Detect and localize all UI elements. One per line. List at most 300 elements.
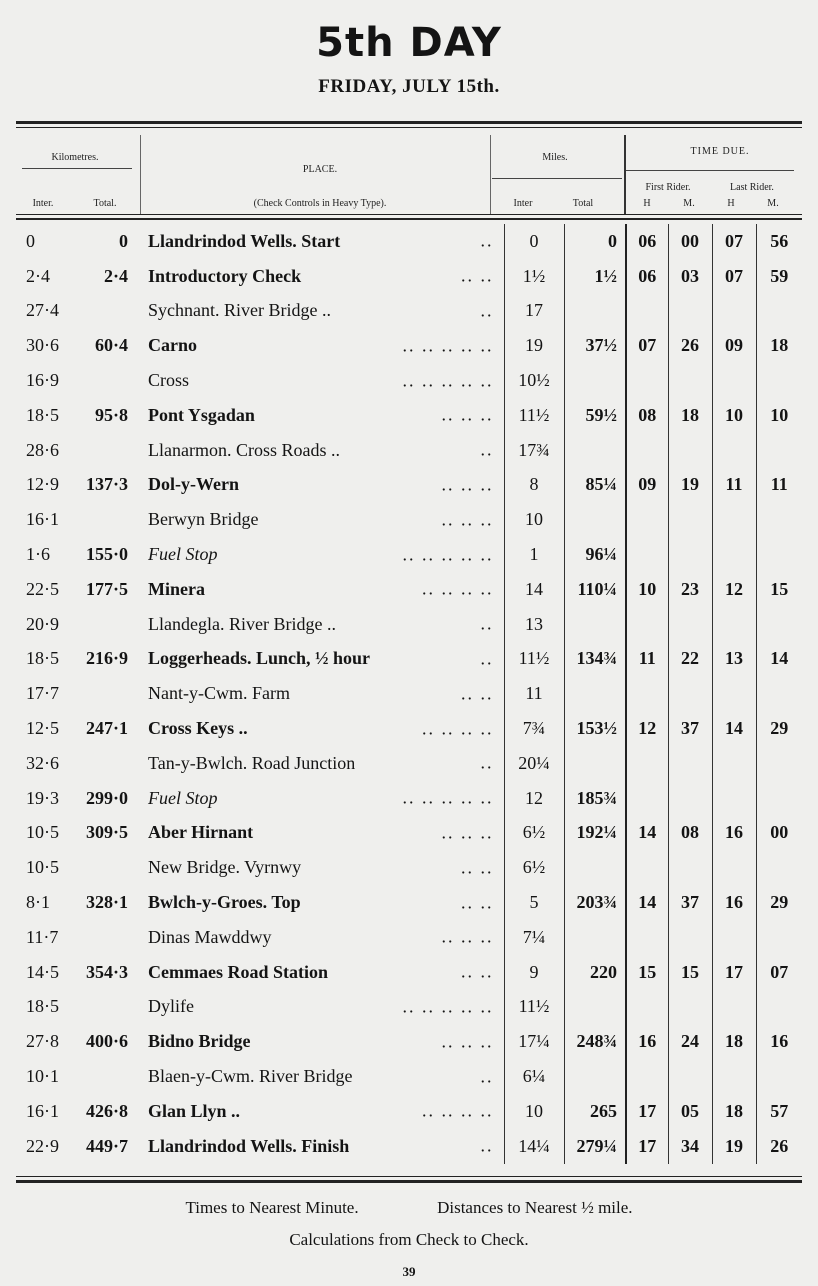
first-rider-hour-cell <box>626 746 668 781</box>
km-total-cell: 328·1 <box>85 892 128 913</box>
last-rider-hour-cell <box>712 920 756 955</box>
table-row <box>16 642 802 677</box>
first-rider-minute-cell <box>668 781 712 816</box>
first-rider-hour-cell <box>626 363 668 398</box>
miles-total-cell <box>564 850 626 885</box>
km-inter-cell: 20·9 <box>26 613 59 634</box>
last-rider-hour-cell <box>712 537 756 572</box>
first-rider-hour-cell <box>626 433 668 468</box>
footer-line-2: Calculations from Check to Check. <box>289 1230 529 1249</box>
table-row <box>16 433 802 468</box>
place-name: Bidno Bridge <box>148 1031 251 1052</box>
first-rider-minute-cell <box>668 990 712 1025</box>
leader-dots: .. .. .. <box>441 474 494 495</box>
miles-total-cell: 96¼ <box>564 537 626 572</box>
miles-total-cell: 85¼ <box>564 468 626 503</box>
place-cell <box>140 433 504 468</box>
first-rider-minute-cell: 18 <box>668 398 712 433</box>
miles-inter-cell: 10 <box>504 1094 564 1129</box>
header-miles-underline <box>492 178 622 179</box>
leader-dots: .. .. .. <box>441 509 494 530</box>
header-time-underline <box>626 170 794 171</box>
first-rider-minute-cell <box>668 746 712 781</box>
place-name: Dinas Mawddwy <box>148 926 272 947</box>
place-cell <box>140 502 504 537</box>
first-rider-hour-cell <box>626 502 668 537</box>
miles-total-cell: 37½ <box>564 328 626 363</box>
place-cell <box>140 920 504 955</box>
first-rider-hour-cell <box>626 781 668 816</box>
header-rule-thin <box>16 214 802 215</box>
last-rider-minute-cell: 14 <box>756 642 802 677</box>
leader-dots: .. .. .. <box>441 404 494 425</box>
first-rider-minute-cell: 03 <box>668 259 712 294</box>
leader-dots: .. <box>480 300 494 321</box>
last-rider-hour-cell: 11 <box>712 468 756 503</box>
place-name: Dol-y-Wern <box>148 474 239 495</box>
km-inter-cell: 12·9 <box>26 474 59 495</box>
place-name: New Bridge. Vyrnwy <box>148 857 302 878</box>
miles-inter-cell: 11 <box>504 676 564 711</box>
last-rider-minute-cell: 59 <box>756 259 802 294</box>
table-row <box>16 1094 802 1129</box>
km-inter-cell: 22·9 <box>26 1135 59 1156</box>
page-number: 39 <box>402 1264 416 1279</box>
miles-total-cell: 110¼ <box>564 572 626 607</box>
place-cell <box>140 363 504 398</box>
km-total-cell: 2·4 <box>103 265 128 286</box>
km-total-cell: 177·5 <box>85 578 128 599</box>
miles-total-cell: 153½ <box>564 711 626 746</box>
km-total-cell <box>80 363 140 398</box>
leader-dots: .. .. <box>461 683 494 704</box>
place-name: Cross <box>148 370 190 391</box>
miles-total-cell <box>564 363 626 398</box>
place-name: Cross Keys .. <box>148 718 248 739</box>
place-cell <box>140 1059 504 1094</box>
table-row <box>16 990 802 1025</box>
last-rider-minute-cell <box>756 850 802 885</box>
miles-total-cell: 192¼ <box>564 816 626 851</box>
header-place-note: (Check Controls in Heavy Type). <box>253 198 387 209</box>
page-subtitle: FRIDAY, JULY 15th. <box>318 76 500 97</box>
leader-dots: .. .. <box>461 961 494 982</box>
miles-total-cell <box>564 502 626 537</box>
table-row <box>16 1024 802 1059</box>
first-rider-minute-cell <box>668 294 712 329</box>
place-name: Glan Llyn .. <box>148 1100 241 1121</box>
leader-dots: .. .. .. .. .. <box>402 370 494 391</box>
leader-dots: .. .. <box>461 857 494 878</box>
km-inter-cell: 12·5 <box>26 718 59 739</box>
last-rider-minute-cell: 00 <box>756 816 802 851</box>
km-total-cell <box>80 607 140 642</box>
km-inter-cell: 16·1 <box>26 509 59 530</box>
first-rider-minute-cell: 19 <box>668 468 712 503</box>
leader-dots: .. .. <box>461 892 494 913</box>
table-row <box>16 920 802 955</box>
place-name: Loggerheads. Lunch, ½ hour <box>148 648 371 669</box>
last-rider-minute-cell: 26 <box>756 1129 802 1164</box>
km-inter-cell: 10·1 <box>26 1066 59 1087</box>
last-rider-minute-cell <box>756 433 802 468</box>
leader-dots: .. <box>480 230 494 251</box>
place-name: Introductory Check <box>148 265 302 286</box>
miles-inter-cell: 11½ <box>504 990 564 1025</box>
first-rider-hour-cell: 09 <box>626 468 668 503</box>
table-row <box>16 363 802 398</box>
miles-total-cell: 1½ <box>564 259 626 294</box>
last-rider-minute-cell <box>756 502 802 537</box>
miles-total-cell <box>564 294 626 329</box>
first-rider-hour-cell: 07 <box>626 328 668 363</box>
km-inter-cell: 18·5 <box>26 404 59 425</box>
km-inter-cell: 19·3 <box>26 787 59 808</box>
miles-total-cell <box>564 746 626 781</box>
place-cell <box>140 816 504 851</box>
last-rider-minute-cell <box>756 363 802 398</box>
header-miles: Miles. <box>542 152 568 163</box>
header-miles-total: Total <box>572 198 594 209</box>
km-total-cell <box>80 433 140 468</box>
place-cell <box>140 259 504 294</box>
last-rider-hour-cell <box>712 990 756 1025</box>
place-name: Llandegla. River Bridge .. <box>148 613 336 634</box>
miles-total-cell: 134¾ <box>564 642 626 677</box>
km-total-cell <box>80 920 140 955</box>
first-rider-minute-cell: 24 <box>668 1024 712 1059</box>
first-rider-hour-cell: 15 <box>626 955 668 990</box>
miles-inter-cell: 6½ <box>504 816 564 851</box>
place-name: Carno <box>148 335 197 356</box>
miles-inter-cell: 10 <box>504 502 564 537</box>
km-total-cell: 354·3 <box>85 961 128 982</box>
km-total-cell: 155·0 <box>85 544 128 565</box>
leader-dots: .. .. .. <box>441 1031 494 1052</box>
miles-inter-cell: 14 <box>504 572 564 607</box>
miles-total-cell <box>564 920 626 955</box>
first-rider-hour-cell: 17 <box>626 1094 668 1129</box>
first-rider-minute-cell <box>668 850 712 885</box>
first-rider-minute-cell <box>668 607 712 642</box>
table-row <box>16 850 802 885</box>
miles-total-cell: 248¾ <box>564 1024 626 1059</box>
place-name: Aber Hirnant <box>148 822 254 843</box>
miles-inter-cell: 7¾ <box>504 711 564 746</box>
last-rider-minute-cell: 10 <box>756 398 802 433</box>
first-rider-minute-cell: 26 <box>668 328 712 363</box>
place-cell <box>140 885 504 920</box>
first-rider-minute-cell: 37 <box>668 885 712 920</box>
first-rider-hour-cell: 06 <box>626 224 668 259</box>
last-rider-minute-cell <box>756 294 802 329</box>
km-inter-cell: 14·5 <box>26 961 59 982</box>
header-divider-time <box>624 135 626 215</box>
last-rider-minute-cell: 07 <box>756 955 802 990</box>
last-rider-minute-cell: 16 <box>756 1024 802 1059</box>
first-rider-minute-cell: 15 <box>668 955 712 990</box>
km-total-cell: 400·6 <box>85 1031 128 1052</box>
table-row <box>16 328 802 363</box>
table-row <box>16 537 802 572</box>
place-cell <box>140 468 504 503</box>
table-row <box>16 224 802 259</box>
last-rider-hour-cell: 17 <box>712 955 756 990</box>
last-rider-minute-cell <box>756 537 802 572</box>
miles-inter-cell: 9 <box>504 955 564 990</box>
miles-inter-cell: 8 <box>504 468 564 503</box>
header-rule-thick <box>16 218 802 220</box>
page-title: 5th DAY <box>316 20 502 66</box>
leader-dots: .. .. .. .. .. <box>402 544 494 565</box>
place-name: Berwyn Bridge <box>148 509 259 530</box>
place-cell <box>140 955 504 990</box>
first-rider-hour-cell: 17 <box>626 1129 668 1164</box>
place-cell <box>140 537 504 572</box>
last-rider-minute-cell: 29 <box>756 885 802 920</box>
place-cell <box>140 328 504 363</box>
miles-inter-cell: 6½ <box>504 850 564 885</box>
table-row <box>16 502 802 537</box>
miles-total-cell: 185¾ <box>564 781 626 816</box>
miles-inter-cell: 11½ <box>504 642 564 677</box>
last-rider-hour-cell <box>712 294 756 329</box>
last-rider-hour-cell: 16 <box>712 816 756 851</box>
first-rider-minute-cell: 00 <box>668 224 712 259</box>
km-inter-cell: 18·5 <box>26 996 59 1017</box>
table-row <box>16 711 802 746</box>
last-rider-minute-cell <box>756 676 802 711</box>
footer-times-note: Times to Nearest Minute. <box>185 1198 359 1217</box>
last-rider-hour-cell: 12 <box>712 572 756 607</box>
last-rider-hour-cell <box>712 433 756 468</box>
first-rider-hour-cell <box>626 676 668 711</box>
km-inter-cell: 27·8 <box>26 1031 59 1052</box>
miles-inter-cell: 5 <box>504 885 564 920</box>
table-row <box>16 955 802 990</box>
miles-inter-cell: 14¼ <box>504 1129 564 1164</box>
place-name: Llandrindod Wells. Finish <box>148 1135 350 1156</box>
miles-inter-cell: 7¼ <box>504 920 564 955</box>
miles-total-cell: 0 <box>564 224 626 259</box>
first-rider-minute-cell <box>668 1059 712 1094</box>
table-row <box>16 572 802 607</box>
last-rider-hour-cell <box>712 363 756 398</box>
miles-inter-cell: 0 <box>504 224 564 259</box>
table-row <box>16 607 802 642</box>
miles-inter-cell: 1 <box>504 537 564 572</box>
leader-dots: .. <box>480 752 494 773</box>
miles-total-cell: 279¼ <box>564 1129 626 1164</box>
miles-total-cell <box>564 607 626 642</box>
header-divider-miles <box>490 135 491 215</box>
place-name: Nant-y-Cwm. Farm <box>148 683 290 704</box>
km-total-cell <box>80 502 140 537</box>
leader-dots: .. .. .. .. .. <box>402 787 494 808</box>
miles-total-cell: 203¾ <box>564 885 626 920</box>
place-name: Llanarmon. Cross Roads .. <box>148 439 340 460</box>
km-total-cell: 449·7 <box>85 1135 128 1156</box>
km-total-cell <box>80 746 140 781</box>
km-total-cell: 309·5 <box>85 822 128 843</box>
table-row <box>16 781 802 816</box>
last-rider-minute-cell <box>756 746 802 781</box>
first-rider-minute-cell: 05 <box>668 1094 712 1129</box>
place-cell <box>140 850 504 885</box>
place-name: Fuel Stop <box>148 544 218 565</box>
first-rider-hour-cell: 14 <box>626 816 668 851</box>
place-name: Cemmaes Road Station <box>148 961 328 982</box>
km-inter-cell: 28·6 <box>26 439 59 460</box>
last-rider-hour-cell <box>712 607 756 642</box>
miles-total-cell: 59½ <box>564 398 626 433</box>
miles-inter-cell: 13 <box>504 607 564 642</box>
place-cell <box>140 572 504 607</box>
last-rider-hour-cell <box>712 676 756 711</box>
first-rider-minute-cell <box>668 363 712 398</box>
km-inter-cell: 10·5 <box>26 857 59 878</box>
place-cell <box>140 642 504 677</box>
miles-inter-cell: 17¾ <box>504 433 564 468</box>
first-rider-hour-cell <box>626 850 668 885</box>
miles-inter-cell: 6¼ <box>504 1059 564 1094</box>
km-inter-cell: 1·6 <box>26 544 50 565</box>
first-rider-minute-cell <box>668 920 712 955</box>
km-total-cell <box>80 1059 140 1094</box>
place-name: Minera <box>148 578 205 599</box>
last-rider-minute-cell: 29 <box>756 711 802 746</box>
first-rider-hour-cell <box>626 920 668 955</box>
last-rider-hour-cell: 10 <box>712 398 756 433</box>
last-rider-hour-cell: 07 <box>712 224 756 259</box>
table-row <box>16 398 802 433</box>
leader-dots: .. <box>480 648 494 669</box>
miles-inter-cell: 12 <box>504 781 564 816</box>
km-total-cell: 95·8 <box>94 404 128 425</box>
last-rider-minute-cell <box>756 1059 802 1094</box>
table-row <box>16 816 802 851</box>
place-name: Fuel Stop <box>148 787 218 808</box>
place-name: Dylife <box>148 996 194 1017</box>
leader-dots: .. .. .. .. <box>422 718 494 739</box>
place-cell <box>140 990 504 1025</box>
last-rider-hour-cell: 18 <box>712 1024 756 1059</box>
miles-inter-cell: 1½ <box>504 259 564 294</box>
leader-dots: .. <box>480 613 494 634</box>
first-rider-hour-cell <box>626 294 668 329</box>
km-inter-cell: 30·6 <box>26 335 59 356</box>
leader-dots: .. .. .. <box>441 926 494 947</box>
miles-inter-cell: 10½ <box>504 363 564 398</box>
first-rider-minute-cell: 08 <box>668 816 712 851</box>
header-last-hour: H <box>727 198 735 209</box>
top-rule-thick <box>16 121 802 124</box>
km-total-cell: 60·4 <box>94 335 128 356</box>
table-row <box>16 1059 802 1094</box>
first-rider-minute-cell: 34 <box>668 1129 712 1164</box>
table-row <box>16 294 802 329</box>
header-km-underline <box>22 168 132 169</box>
km-total-cell <box>80 294 140 329</box>
last-rider-hour-cell <box>712 1059 756 1094</box>
miles-inter-cell: 19 <box>504 328 564 363</box>
first-rider-hour-cell <box>626 607 668 642</box>
miles-total-cell: 220 <box>564 955 626 990</box>
last-rider-hour-cell: 18 <box>712 1094 756 1129</box>
leader-dots: .. .. .. <box>441 822 494 843</box>
miles-inter-cell: 17¼ <box>504 1024 564 1059</box>
place-name: Blaen-y-Cwm. River Bridge <box>148 1066 353 1087</box>
header-first-rider: First Rider. <box>645 182 691 193</box>
table-row <box>16 885 802 920</box>
header-kilometres: Kilometres. <box>51 152 99 163</box>
km-inter-cell: 11·7 <box>26 926 59 947</box>
first-rider-hour-cell: 14 <box>626 885 668 920</box>
first-rider-hour-cell <box>626 990 668 1025</box>
km-total-cell <box>80 676 140 711</box>
last-rider-minute-cell <box>756 920 802 955</box>
place-cell <box>140 676 504 711</box>
table-row <box>16 1129 802 1164</box>
km-total-cell: 247·1 <box>85 718 128 739</box>
first-rider-hour-cell: 08 <box>626 398 668 433</box>
last-rider-minute-cell: 57 <box>756 1094 802 1129</box>
place-cell <box>140 711 504 746</box>
last-rider-minute-cell: 18 <box>756 328 802 363</box>
first-rider-hour-cell: 12 <box>626 711 668 746</box>
km-total-cell <box>80 850 140 885</box>
miles-total-cell: 265 <box>564 1094 626 1129</box>
first-rider-minute-cell: 22 <box>668 642 712 677</box>
last-rider-minute-cell: 15 <box>756 572 802 607</box>
km-total-cell: 299·0 <box>85 787 128 808</box>
first-rider-minute-cell <box>668 502 712 537</box>
header-miles-inter: Inter <box>513 198 533 209</box>
place-name: Tan-y-Bwlch. Road Junction <box>148 752 356 773</box>
first-rider-hour-cell: 06 <box>626 259 668 294</box>
header-km-total: Total. <box>93 198 117 209</box>
km-inter-cell: 27·4 <box>26 300 59 321</box>
leader-dots: .. <box>480 1135 494 1156</box>
last-rider-hour-cell <box>712 746 756 781</box>
km-inter-cell: 16·1 <box>26 1100 59 1121</box>
km-inter-cell: 16·9 <box>26 370 59 391</box>
leader-dots: .. .. .. .. <box>422 1100 494 1121</box>
miles-inter-cell: 11½ <box>504 398 564 433</box>
miles-total-cell <box>564 676 626 711</box>
km-inter-cell: 18·5 <box>26 648 59 669</box>
place-cell <box>140 1094 504 1129</box>
last-rider-minute-cell <box>756 781 802 816</box>
km-total-cell: 216·9 <box>85 648 128 669</box>
km-inter-cell: 17·7 <box>26 683 59 704</box>
place-cell <box>140 607 504 642</box>
table-row <box>16 468 802 503</box>
leader-dots: .. .. .. .. <box>422 578 494 599</box>
bottom-rule-thin <box>16 1176 802 1177</box>
leader-dots: .. .. .. .. .. <box>402 335 494 356</box>
miles-total-cell <box>564 990 626 1025</box>
table-row <box>16 746 802 781</box>
leader-dots: .. .. .. .. .. <box>402 996 494 1017</box>
miles-inter-cell: 17 <box>504 294 564 329</box>
last-rider-minute-cell: 56 <box>756 224 802 259</box>
first-rider-hour-cell: 11 <box>626 642 668 677</box>
header-first-min: M. <box>683 198 695 209</box>
footer-distances-note: Distances to Nearest ½ mile. <box>437 1198 633 1217</box>
bottom-rule-thick <box>16 1180 802 1183</box>
header-last-min: M. <box>767 198 779 209</box>
